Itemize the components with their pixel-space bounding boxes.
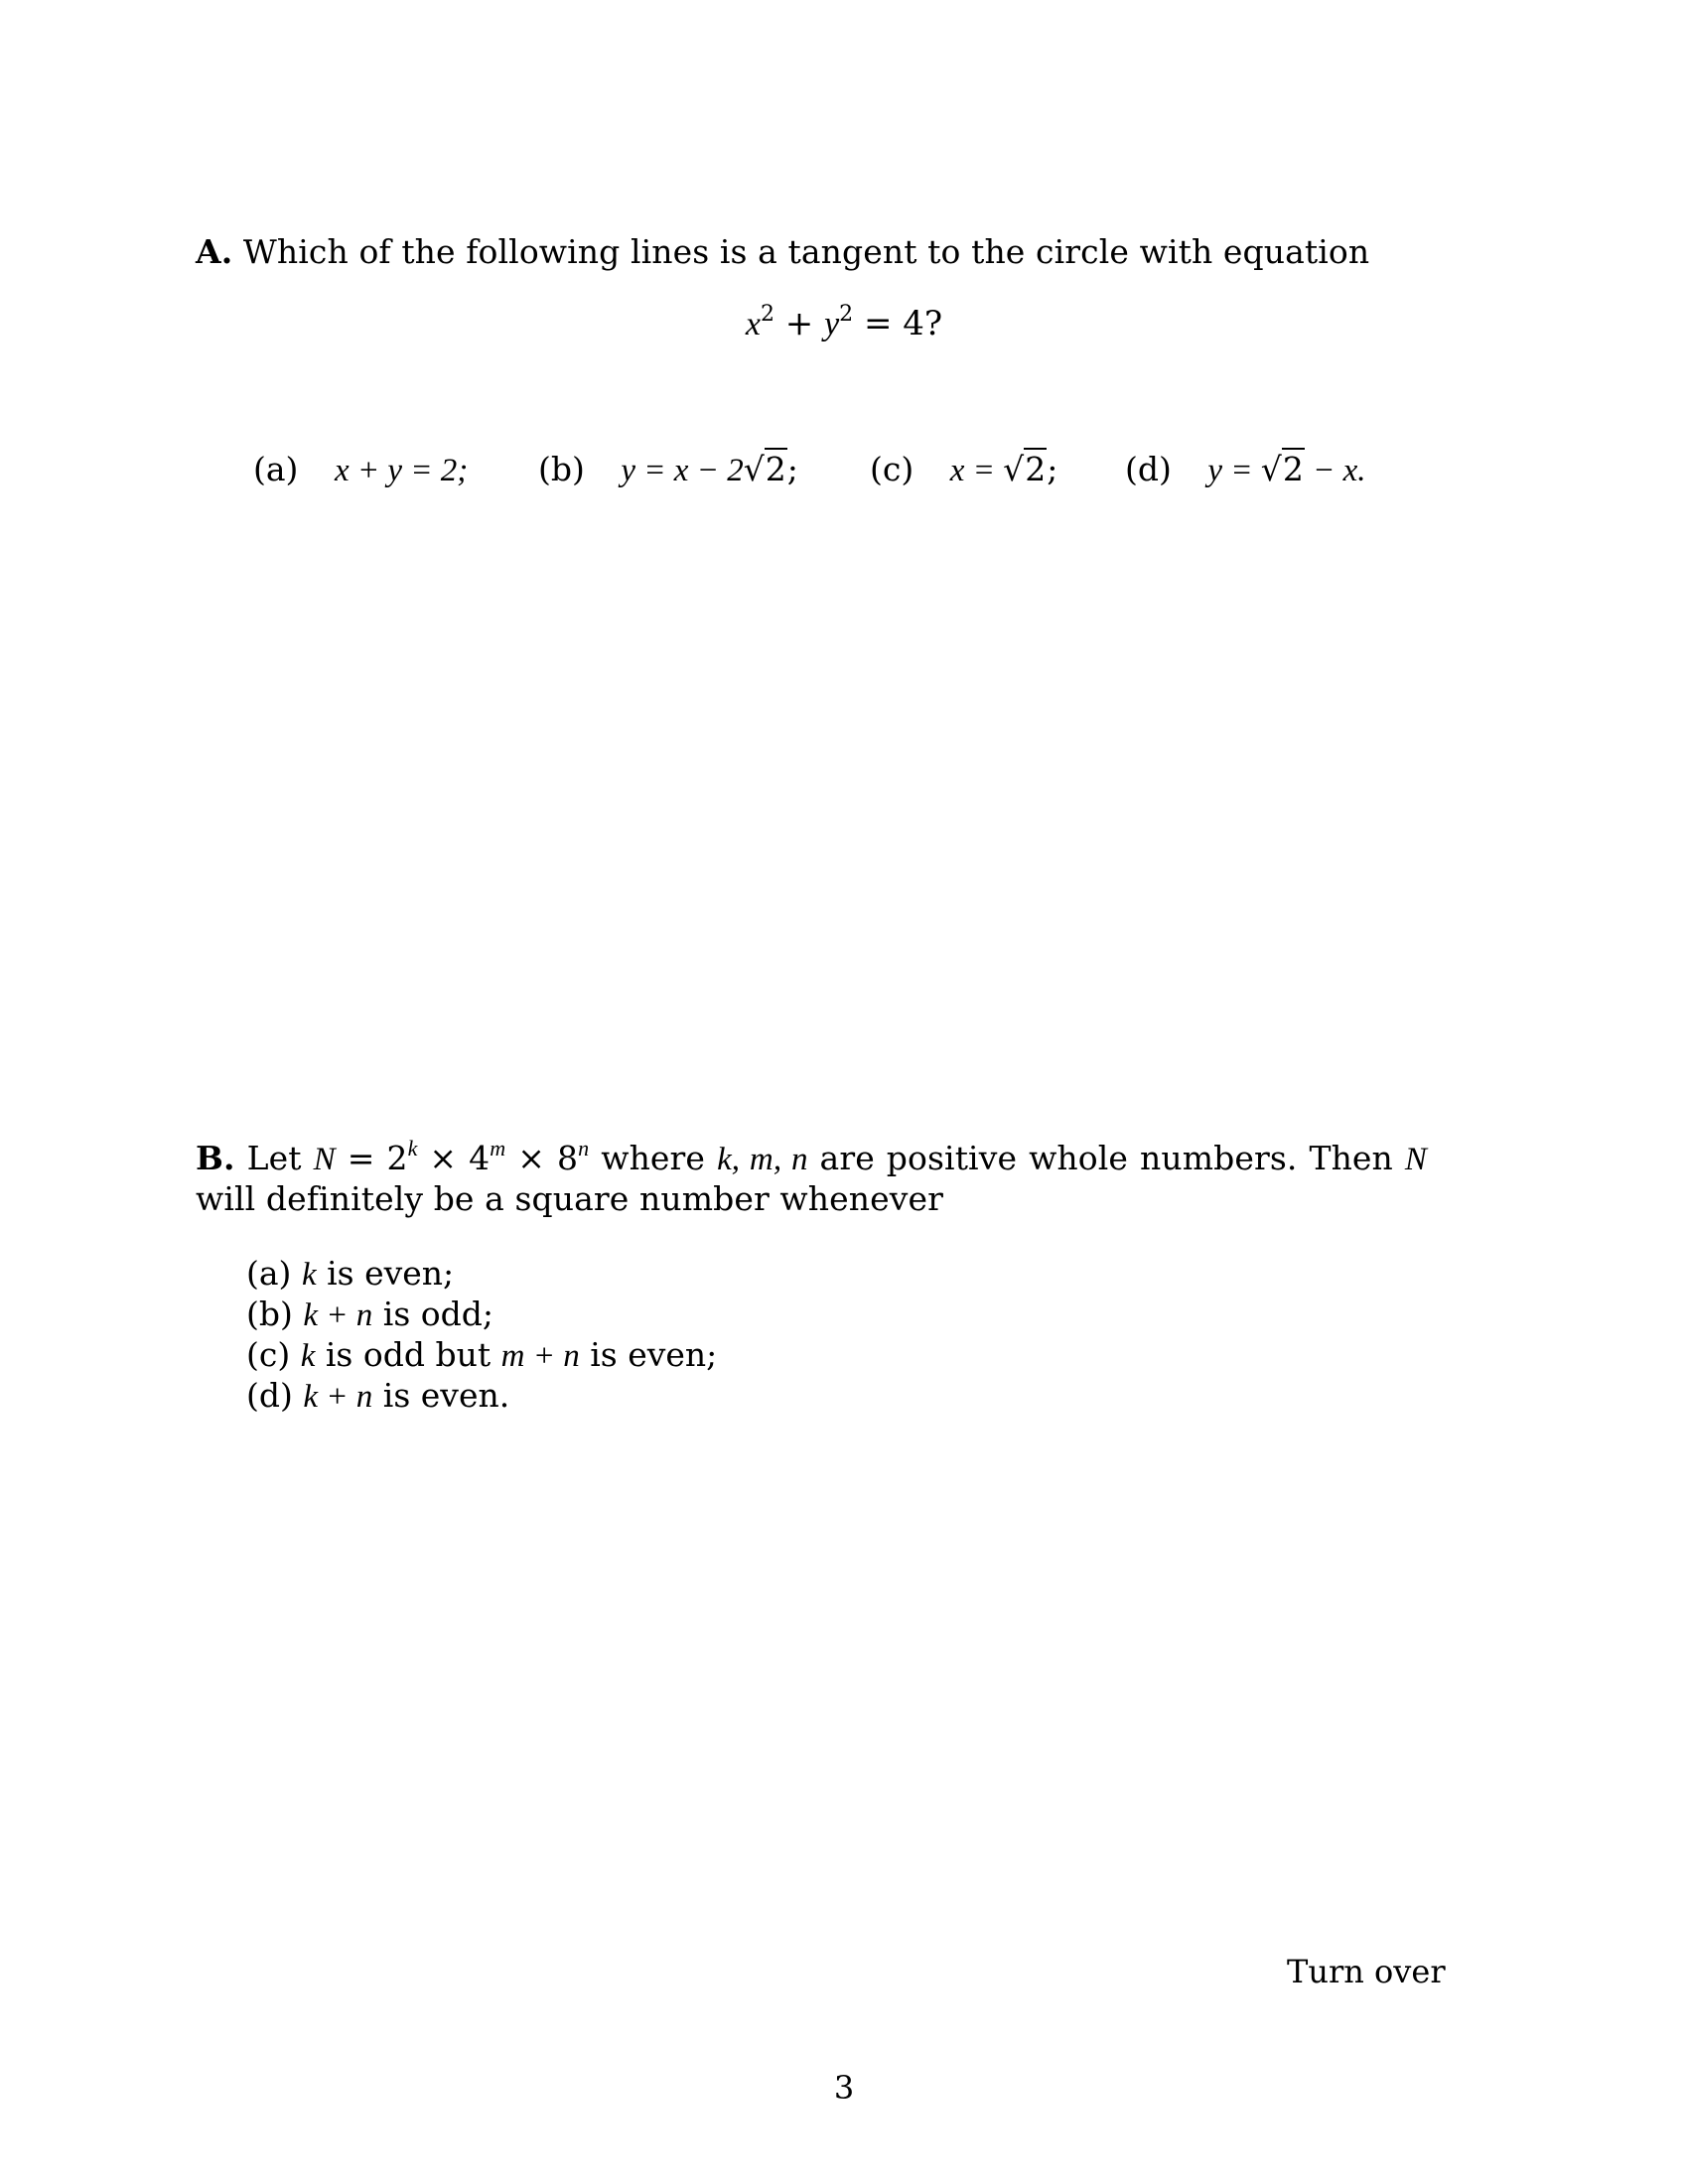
question-b-option-c: (c) k is odd but m + n is even; (246, 1335, 718, 1374)
sqrt-symbol: √2 (1003, 450, 1047, 488)
question-a-equation-exp-y: 2 (839, 302, 854, 327)
question-a-option-c: (c) x = √2; (870, 450, 1058, 488)
sqrt-symbol: √2 (1260, 450, 1304, 488)
page-number: 3 (833, 2069, 855, 2107)
turn-over-note: Turn over (1287, 1953, 1446, 1990)
question-a-text (196, 232, 1369, 272)
question-a-prompt: Which of the following lines is a tangent to the circle with equation (242, 232, 1370, 271)
question-b-option-b: (b) k + n is odd; (246, 1295, 494, 1333)
question-b-text: B. Let $N = 2^k \times 4^m \times 8^n$ where k, m, n are positive whole numbers. Then N will definitely be a square number whenever (196, 1136, 1428, 1218)
question-a-equation: $x^2 + y^2 = 4$? (745, 302, 943, 343)
question-a-option-d: (d) y = √2 − x. (1125, 450, 1366, 488)
question-b-label: B. (196, 1139, 235, 1177)
question-a-label: A. (196, 232, 233, 271)
question-b-option-d: (d) k + n is even. (246, 1376, 510, 1415)
question-a-option-a: (a) x + y = 2; (253, 450, 469, 488)
question-b-option-a: (a) k is even; (246, 1254, 455, 1293)
question-b-options (246, 1254, 717, 1417)
sqrt-symbol: √2 (743, 450, 786, 488)
question-a-option-b: (b) y = x − 2√2; (538, 450, 798, 488)
